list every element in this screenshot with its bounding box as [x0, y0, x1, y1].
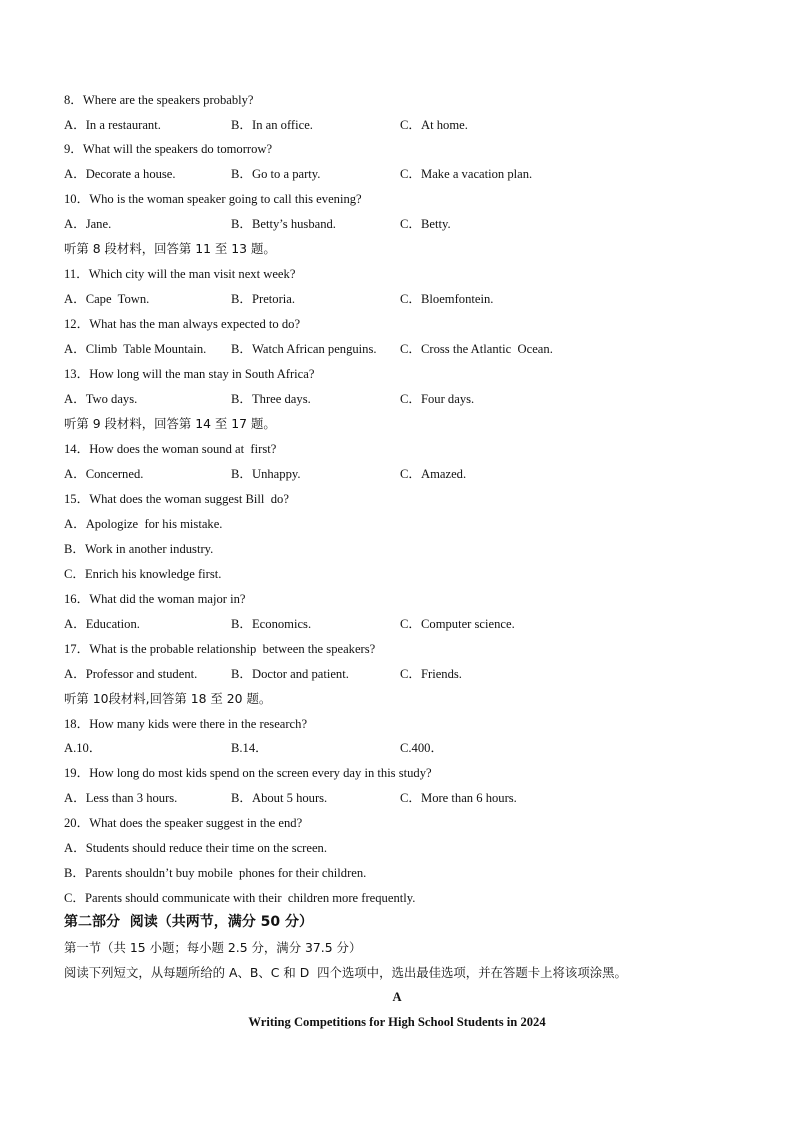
option-12b: B．Watch African penguins. [231, 342, 377, 356]
option-8c: C．At home. [400, 118, 468, 132]
question-8: 8．Where are the speakers probably? [64, 93, 254, 107]
option-12a: A．Climb Table Mountain. [64, 342, 207, 356]
option-11c: C．Bloemfontein. [400, 292, 494, 306]
reading-instruction: 阅读下列短文，从每题所给的 A、B、C 和 D 四个选项中，选出最佳选项，并在答题卡上将该项涂黑。 [64, 965, 627, 980]
option-13a: A．Two days. [64, 392, 138, 406]
option-19c: C．More than 6 hours. [400, 791, 517, 805]
section-one-heading: 第一节（共 15 小题；每小题 2.5 分，满分 37.5 分） [64, 940, 362, 955]
option-9c: C．Make a vacation plan. [400, 167, 533, 181]
option-11a: A．Cape Town. [64, 292, 150, 306]
question-11: 11．Which city will the man visit next week? [64, 267, 296, 281]
instruction-section-8: 听第 8 段材料，回答第 11 至 13 题。 [64, 241, 276, 256]
option-9b: B．Go to a party. [231, 167, 321, 181]
question-20: 20．What does the speaker suggest in the end? [64, 816, 303, 830]
option-20a: A．Students should reduce their time on the screen. [64, 841, 328, 855]
option-19b: B．About 5 hours. [231, 791, 328, 805]
question-19: 19．How long do most kids spend on the screen every day in this study? [64, 766, 432, 780]
option-15c: C．Enrich his knowledge first. [64, 567, 222, 581]
option-13b: B．Three days. [231, 392, 311, 406]
instruction-section-10: 听第 10段材料,回答第 18 至 20 题。 [64, 691, 272, 706]
option-8a: A．In a restaurant. [64, 118, 161, 132]
option-14c: C．Amazed. [400, 467, 467, 481]
option-10b: B．Betty’s husband. [231, 217, 336, 231]
question-9: 9．What will the speakers do tomorrow? [64, 142, 273, 156]
option-12c: C．Cross the Atlantic Ocean. [400, 342, 553, 356]
passage-letter: A [392, 990, 402, 1004]
option-20b: B．Parents shouldn’t buy mobile phones for their children. [64, 866, 367, 880]
option-8b: B．In an office. [231, 118, 313, 132]
option-15a: A．Apologize for his mistake. [64, 517, 223, 531]
option-11b: B．Pretoria. [231, 292, 296, 306]
option-14b: B．Unhappy. [231, 467, 301, 481]
option-18b: B.14． [231, 741, 268, 755]
option-17a: A．Professor and student. [64, 667, 198, 681]
option-16b: B．Economics. [231, 617, 312, 631]
option-15b: B．Work in another industry. [64, 542, 214, 556]
option-16a: A．Education. [64, 617, 140, 631]
part-two-heading: 第二部分 阅读（共两节，满分 50 分） [64, 914, 313, 930]
question-10: 10．Who is the woman speaker going to call this evening? [64, 192, 362, 206]
question-14: 14．How does the woman sound at first? [64, 442, 277, 456]
option-17c: C．Friends. [400, 667, 462, 681]
passage-title: Writing Competitions for High School Students in 2024 [248, 1015, 546, 1029]
question-16: 16．What did the woman major in? [64, 592, 246, 606]
option-17b: B．Doctor and patient. [231, 667, 349, 681]
question-17: 17．What is the probable relationship between the speakers? [64, 642, 376, 656]
question-18: 18．How many kids were there in the research? [64, 717, 308, 731]
question-15: 15．What does the woman suggest Bill do? [64, 492, 289, 506]
option-14a: A．Concerned. [64, 467, 144, 481]
question-12: 12．What has the man always expected to do? [64, 317, 301, 331]
option-9a: A．Decorate a house. [64, 167, 176, 181]
option-19a: A．Less than 3 hours. [64, 791, 178, 805]
option-16c: C．Computer science. [400, 617, 515, 631]
option-18a: A.10． [64, 741, 102, 755]
option-20c: C．Parents should communicate with their children more frequently. [64, 891, 416, 905]
question-13: 13．How long will the man stay in South Africa? [64, 367, 315, 381]
option-18c: C.400． [400, 741, 444, 755]
option-10c: C．Betty. [400, 217, 451, 231]
instruction-section-9: 听第 9 段材料，回答第 14 至 17 题。 [64, 416, 276, 431]
option-13c: C．Four days. [400, 392, 475, 406]
option-10a: A．Jane. [64, 217, 112, 231]
